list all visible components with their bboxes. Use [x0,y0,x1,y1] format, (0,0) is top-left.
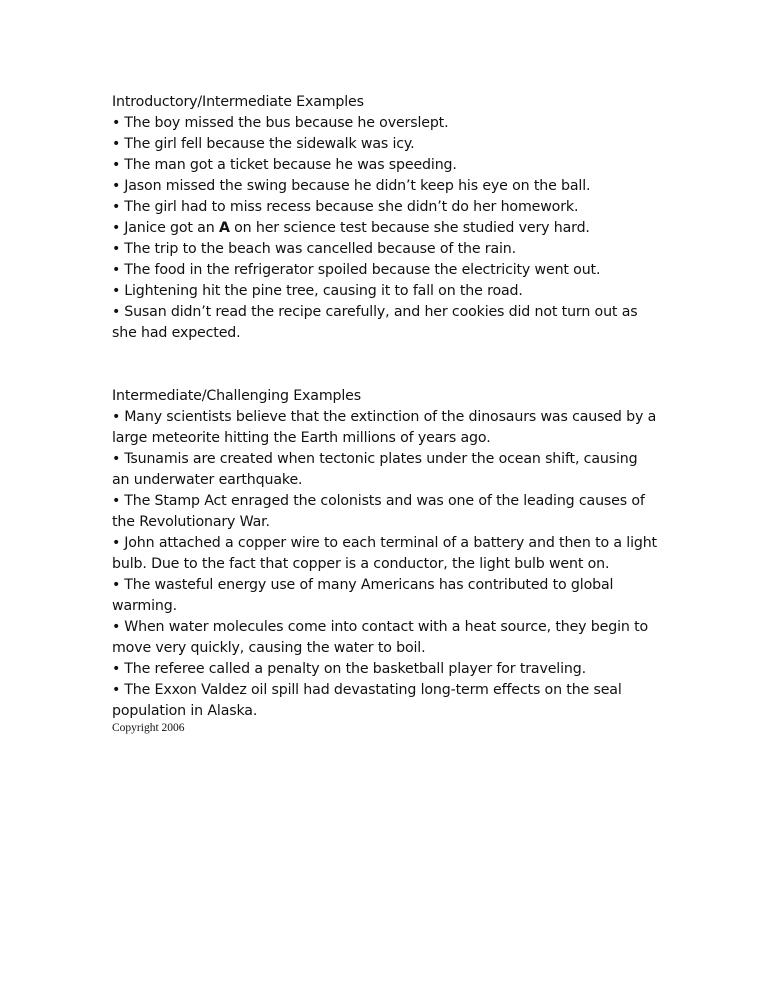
list-item-text: The referee called a penalty on the basketball player for traveling. [124,661,586,677]
bullet-icon: • [112,283,121,299]
list-item [112,449,657,491]
list-item-text: Susan didn’t read the recipe carefully, and her cookies did not turn out as she had expected. [112,304,638,341]
list-item [112,407,657,449]
section-heading: Intermediate/Challenging Examples [112,388,361,404]
bullet-icon: • [112,220,121,236]
list-item [112,218,657,239]
list-item-text: The food in the refrigerator spoiled because the electricity went out. [124,262,601,278]
bullet-icon: • [112,682,121,698]
list-item [112,617,657,659]
list-item-text: Jason missed the swing because he didn’t keep his eye on the ball. [124,178,591,194]
list-item [112,155,657,176]
section-heading: Introductory/Intermediate Examples [112,94,364,110]
list-item-text: The man got a ticket because he was speeding. [124,157,457,173]
list-item [112,680,657,722]
list-item-text: The wasteful energy use of many Americans has contributed to global warming. [112,577,614,614]
bullet-icon: • [112,262,121,278]
list-item-text: John attached a copper wire to each terminal of a battery and then to a light bulb. Due to the fact that copper is a conductor, the light bulb went on. [112,535,657,572]
list-item [112,533,657,575]
list-item [112,491,657,533]
list-item [112,176,657,197]
bullet-icon: • [112,535,121,551]
example-list [112,113,657,344]
bullet-icon: • [112,493,121,509]
bullet-icon: • [112,451,121,467]
list-item-text: Many scientists believe that the extinction of the dinosaurs was caused by a large meteorite hitting the Earth millions of years ago. [112,409,657,446]
bullet-icon: • [112,577,121,593]
list-item-text: Tsunamis are created when tectonic plates under the ocean shift, causing an underwater earthquake. [112,451,638,488]
bullet-icon: • [112,661,121,677]
list-item-text: The Exxon Valdez oil spill had devastating long-term effects on the seal population in Alaska. [112,682,622,719]
bullet-icon: • [112,178,121,194]
example-list [112,407,657,722]
list-item-text: When water molecules come into contact with a heat source, they begin to move very quickly, causing the water to boil. [112,619,649,656]
list-item [112,134,657,155]
list-item-text: The trip to the beach was cancelled because of the rain. [124,241,516,257]
list-item-text: The Stamp Act enraged the colonists and was one of the leading causes of the Revolutionary War. [112,493,645,530]
copyright-notice: Copyright 2006 [112,722,185,734]
list-item [112,302,657,344]
list-item-text: The girl had to miss recess because she didn’t do her homework. [124,199,579,215]
list-item-text: Lightening hit the pine tree, causing it to fall on the road. [124,283,523,299]
bullet-icon: • [112,199,121,215]
grade-letter: A [218,220,230,236]
list-item [112,260,657,281]
list-item [112,239,657,260]
bullet-icon: • [112,409,121,425]
list-item [112,113,657,134]
bullet-icon: • [112,619,121,635]
section-challenging [112,386,657,735]
list-item [112,281,657,302]
list-item [112,197,657,218]
bullet-icon: • [112,241,121,257]
list-item-text-after: on her science test because she studied very hard. [229,220,590,236]
section-introductory [112,92,657,344]
list-item-text-before: Janice got an [124,220,219,236]
bullet-icon: • [112,157,121,173]
bullet-icon: • [112,115,121,131]
bullet-icon: • [112,304,121,320]
list-item-text: The boy missed the bus because he overslept. [124,115,449,131]
list-item [112,659,657,680]
list-item-text: The girl fell because the sidewalk was icy. [124,136,415,152]
bullet-icon: • [112,136,121,152]
document-page [112,92,657,735]
list-item [112,575,657,617]
